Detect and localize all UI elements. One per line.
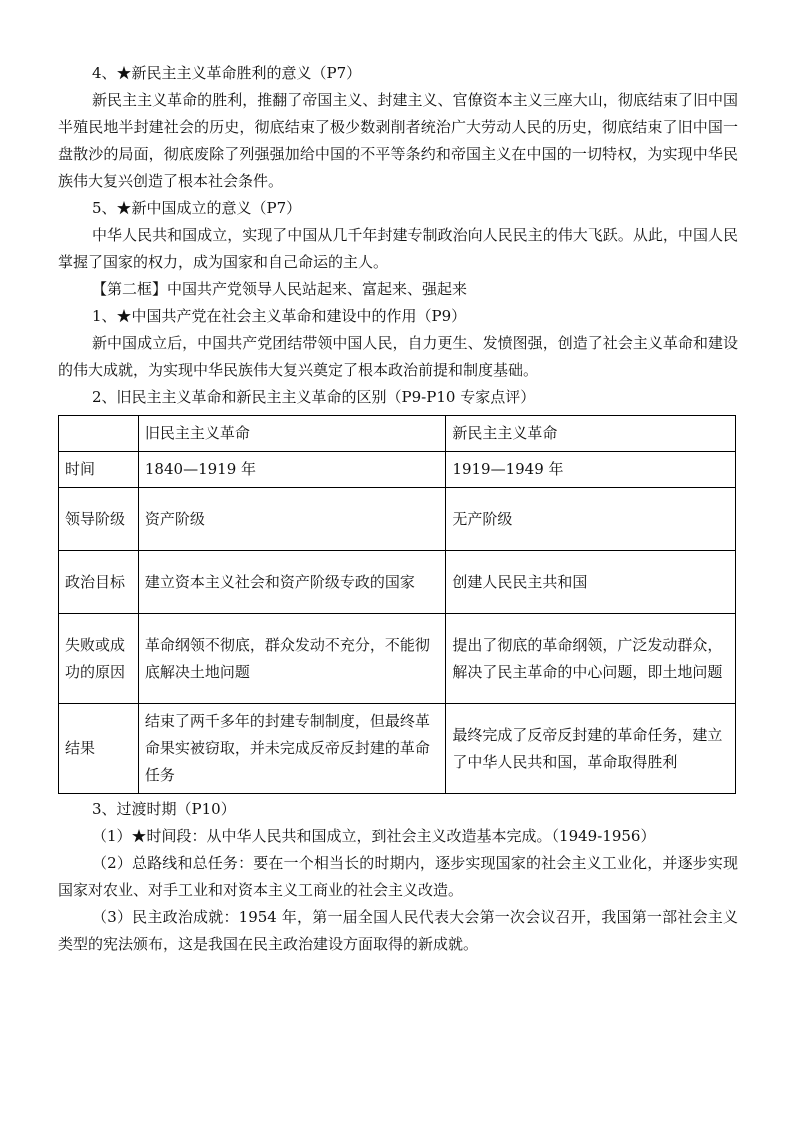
section-5-heading: 5、★新中国成立的意义（P7） <box>92 199 302 217</box>
section-5-body: 中华人民共和国成立，实现了中国从几千年封建专制政治向人民民主的伟大飞跃。从此，中国人民掌握了国家的权力，成为国家和自己命运的主人。 <box>58 226 738 271</box>
table-header-old: 旧民主主义革命 <box>138 416 446 452</box>
item-1-body: 新中国成立后，中国共产党团结带领中国人民，自力更生、发愤图强，创造了社会主义革命和建设的伟大成就，为实现中华民族伟大复兴奠定了根本政治前提和制度基础。 <box>58 334 738 379</box>
cell-new: 无产阶级 <box>446 488 736 551</box>
table-row <box>59 488 736 551</box>
table-row <box>59 614 736 704</box>
table-row <box>59 704 736 794</box>
item-2-heading: 2、旧民主主义革命和新民主主义革命的区别（P9-P10 专家点评） <box>92 388 536 406</box>
frame-2-heading: 【第二框】中国共产党领导人民站起来、富起来、强起来 <box>92 280 468 298</box>
cell-old: 资产阶级 <box>138 488 446 551</box>
item-3-point-2: （2）总路线和总任务：要在一个相当长的时期内，逐步实现国家的社会主义工业化，并逐步实现国家对农业、对手工业和对资本主义工商业的社会主义改造。 <box>58 854 738 899</box>
row-label: 结果 <box>59 704 139 794</box>
row-label: 失败或成功的原因 <box>59 614 139 704</box>
cell-new: 1919—1949 年 <box>446 452 736 488</box>
table-corner-cell <box>59 416 139 452</box>
item-3-heading: 3、过渡时期（P10） <box>92 800 236 818</box>
item-1-heading: 1、★中国共产党在社会主义革命和建设中的作用（P9） <box>92 307 467 325</box>
table-row <box>59 551 736 614</box>
cell-new: 最终完成了反帝反封建的革命任务，建立了中华人民共和国，革命取得胜利 <box>446 704 736 794</box>
cell-old: 革命纲领不彻底，群众发动不充分，不能彻底解决土地问题 <box>138 614 446 704</box>
table-row <box>59 452 736 488</box>
cell-old: 1840—1919 年 <box>138 452 446 488</box>
revolution-comparison-table <box>58 415 736 794</box>
cell-old: 结束了两千多年的封建专制制度，但最终革命果实被窃取，并未完成反帝反封建的革命任务 <box>138 704 446 794</box>
item-3-point-3: （3）民主政治成就：1954 年，第一届全国人民代表大会第一次会议召开，我国第一部社会主义类型的宪法颁布，这是我国在民主政治建设方面取得的新成就。 <box>58 908 738 953</box>
section-4-heading: 4、★新民主主义革命胜利的意义（P7） <box>92 64 362 82</box>
table-header-new: 新民主主义革命 <box>446 416 736 452</box>
row-label: 领导阶级 <box>59 488 139 551</box>
cell-new: 提出了彻底的革命纲领，广泛发动群众，解决了民主革命的中心问题，即土地问题 <box>446 614 736 704</box>
cell-old: 建立资本主义社会和资产阶级专政的国家 <box>138 551 446 614</box>
document-page <box>58 60 738 958</box>
item-3-point-1: （1）★时间段：从中华人民共和国成立，到社会主义改造基本完成。（1949-1956） <box>92 827 656 845</box>
row-label: 政治目标 <box>59 551 139 614</box>
cell-new: 创建人民民主共和国 <box>446 551 736 614</box>
table-header-row <box>59 416 736 452</box>
section-4-body: 新民主主义革命的胜利，推翻了帝国主义、封建主义、官僚资本主义三座大山，彻底结束了旧中国半殖民地半封建社会的历史，彻底结束了极少数剥削者统治广大劳动人民的历史，彻底结束了旧中国一盘散沙的局面，彻底废除了列强强加给中国的不平等条约和帝国主义在中国的一切特权，为实现中华民族伟大复兴创造了根本社会条件。 <box>58 91 738 190</box>
row-label: 时间 <box>59 452 139 488</box>
